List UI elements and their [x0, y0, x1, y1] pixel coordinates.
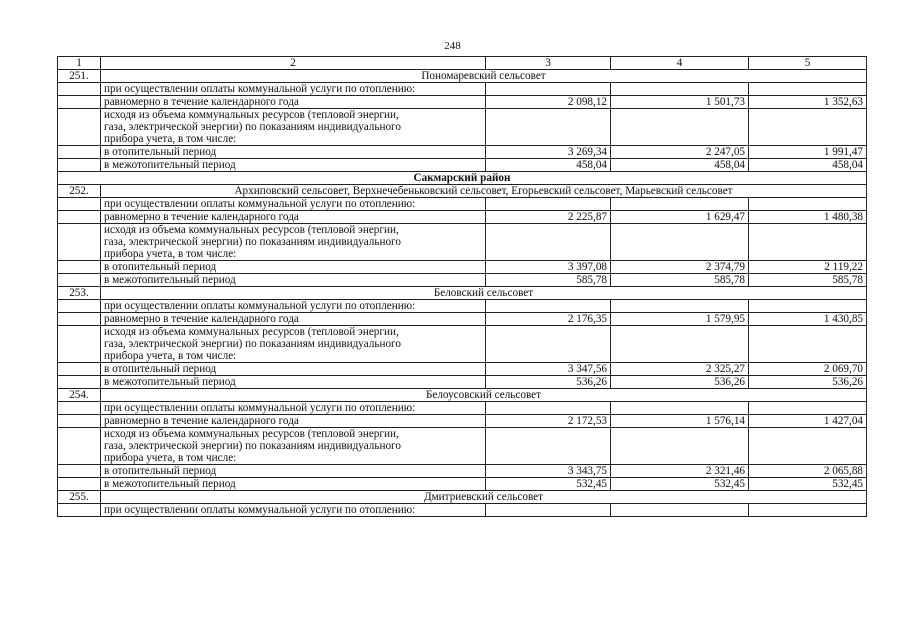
row-number-cell	[58, 96, 101, 109]
value-col-5	[749, 224, 867, 261]
value-col-3	[486, 300, 611, 313]
row-number-cell	[58, 402, 101, 415]
column-header: 4	[611, 57, 749, 70]
row-label: в отопительный период	[101, 261, 486, 274]
table-row	[58, 326, 867, 363]
row-number-cell	[58, 224, 101, 261]
value-col-4: 585,78	[611, 274, 749, 287]
value-col-3: 458,04	[486, 159, 611, 172]
table-row	[58, 363, 867, 376]
row-label: равномерно в течение календарного года	[101, 96, 486, 109]
table-row	[58, 159, 867, 172]
table-row	[58, 504, 867, 517]
value-col-4	[611, 504, 749, 517]
value-col-4: 536,26	[611, 376, 749, 389]
value-col-3: 3 343,75	[486, 465, 611, 478]
value-col-3	[486, 428, 611, 465]
value-col-5: 1 427,04	[749, 415, 867, 428]
section-title: Белоусовский сельсовет	[101, 389, 867, 402]
section-title-row	[58, 287, 867, 300]
value-col-5: 536,26	[749, 376, 867, 389]
row-label: в отопительный период	[101, 146, 486, 159]
district-row	[58, 172, 867, 185]
value-col-4	[611, 300, 749, 313]
value-col-3: 2 225,87	[486, 211, 611, 224]
table-row	[58, 428, 867, 465]
value-col-5	[749, 198, 867, 211]
row-label: в отопительный период	[101, 363, 486, 376]
value-col-4	[611, 428, 749, 465]
section-title-row	[58, 491, 867, 504]
column-header: 2	[101, 57, 486, 70]
row-label: при осуществлении оплаты коммунальной услуги по отоплению:	[101, 198, 486, 211]
row-label: в межотопительный период	[101, 376, 486, 389]
value-col-3: 2 098,12	[486, 96, 611, 109]
value-col-5: 2 069,70	[749, 363, 867, 376]
row-number-cell	[58, 465, 101, 478]
value-col-4	[611, 83, 749, 96]
table-row	[58, 198, 867, 211]
value-col-5: 1 352,63	[749, 96, 867, 109]
column-header-row	[58, 57, 867, 70]
value-col-4: 2 247,05	[611, 146, 749, 159]
value-col-5	[749, 109, 867, 146]
row-label: при осуществлении оплаты коммунальной услуги по отоплению:	[101, 402, 486, 415]
row-number-cell	[58, 300, 101, 313]
section-title: Пономаревский сельсовет	[101, 70, 867, 83]
value-col-5	[749, 300, 867, 313]
value-col-5	[749, 428, 867, 465]
section-number: 254.	[58, 389, 101, 402]
column-header: 5	[749, 57, 867, 70]
row-label: исходя из объема коммунальных ресурсов (тепловой энергии, газа, электрической энергии) по показаниям индивидуального прибора учета, в том числе:	[101, 428, 486, 465]
section-title-row	[58, 70, 867, 83]
table-row	[58, 300, 867, 313]
value-col-4: 2 374,79	[611, 261, 749, 274]
value-col-4	[611, 224, 749, 261]
value-col-3: 2 172,53	[486, 415, 611, 428]
row-number-cell	[58, 363, 101, 376]
row-label: при осуществлении оплаты коммунальной услуги по отоплению:	[101, 504, 486, 517]
value-col-3	[486, 198, 611, 211]
row-label: равномерно в течение календарного года	[101, 211, 486, 224]
row-label: равномерно в течение календарного года	[101, 415, 486, 428]
value-col-5: 532,45	[749, 478, 867, 491]
row-number-cell	[58, 159, 101, 172]
row-number-cell	[58, 261, 101, 274]
value-col-4: 1 579,95	[611, 313, 749, 326]
value-col-3	[486, 224, 611, 261]
section-title: Архиповский сельсовет, Верхнечебеньковский сельсовет, Егорьевский сельсовет, Марьевский сельсовет	[101, 185, 867, 198]
value-col-5: 2 065,88	[749, 465, 867, 478]
row-number-cell	[58, 198, 101, 211]
value-col-4	[611, 402, 749, 415]
table-row	[58, 211, 867, 224]
table-row	[58, 224, 867, 261]
value-col-5: 585,78	[749, 274, 867, 287]
row-label: исходя из объема коммунальных ресурсов (тепловой энергии, газа, электрической энергии) по показаниям индивидуального прибора учета, в том числе:	[101, 224, 486, 261]
value-col-5	[749, 326, 867, 363]
table-row	[58, 313, 867, 326]
section-number: 251.	[58, 70, 101, 83]
table-row	[58, 146, 867, 159]
value-col-3	[486, 504, 611, 517]
value-col-3: 3 347,56	[486, 363, 611, 376]
value-col-5	[749, 402, 867, 415]
value-col-4	[611, 109, 749, 146]
row-number-cell	[58, 376, 101, 389]
value-col-5: 2 119,22	[749, 261, 867, 274]
table-row	[58, 465, 867, 478]
row-number-cell	[58, 428, 101, 465]
row-number-cell	[58, 274, 101, 287]
page-number: 248	[444, 40, 461, 52]
row-number-cell	[58, 478, 101, 491]
row-label: при осуществлении оплаты коммунальной услуги по отоплению:	[101, 300, 486, 313]
table-row	[58, 96, 867, 109]
value-col-3: 536,26	[486, 376, 611, 389]
row-label: исходя из объема коммунальных ресурсов (тепловой энергии, газа, электрической энергии) по показаниям индивидуального прибора учета, в том числе:	[101, 326, 486, 363]
table-row	[58, 109, 867, 146]
value-col-4	[611, 198, 749, 211]
value-col-4: 1 576,14	[611, 415, 749, 428]
row-number-cell	[58, 146, 101, 159]
value-col-5: 1 430,85	[749, 313, 867, 326]
value-col-5: 458,04	[749, 159, 867, 172]
section-number: 252.	[58, 185, 101, 198]
value-col-4	[611, 326, 749, 363]
value-col-3	[486, 109, 611, 146]
row-number-cell	[58, 326, 101, 363]
row-label: в межотопительный период	[101, 159, 486, 172]
value-col-4: 1 501,73	[611, 96, 749, 109]
section-title: Беловский сельсовет	[101, 287, 867, 300]
tariff-table	[57, 56, 867, 517]
row-number-cell	[58, 109, 101, 146]
section-title-row	[58, 389, 867, 402]
value-col-3: 3 397,08	[486, 261, 611, 274]
value-col-3: 3 269,34	[486, 146, 611, 159]
value-col-4: 532,45	[611, 478, 749, 491]
row-number-cell	[58, 313, 101, 326]
value-col-4: 2 325,27	[611, 363, 749, 376]
value-col-3	[486, 83, 611, 96]
row-label: равномерно в течение календарного года	[101, 313, 486, 326]
row-number-cell	[58, 415, 101, 428]
value-col-3	[486, 402, 611, 415]
column-header: 3	[486, 57, 611, 70]
value-col-4: 1 629,47	[611, 211, 749, 224]
value-col-3: 532,45	[486, 478, 611, 491]
value-col-3	[486, 326, 611, 363]
row-number-cell	[58, 504, 101, 517]
value-col-5: 1 480,38	[749, 211, 867, 224]
column-header: 1	[58, 57, 101, 70]
section-title-row	[58, 185, 867, 198]
table-row	[58, 83, 867, 96]
value-col-5: 1 991,47	[749, 146, 867, 159]
value-col-5	[749, 504, 867, 517]
section-number: 253.	[58, 287, 101, 300]
value-col-3: 2 176,35	[486, 313, 611, 326]
district-title: Сакмарский район	[58, 172, 867, 185]
section-number: 255.	[58, 491, 101, 504]
row-number-cell	[58, 211, 101, 224]
value-col-5	[749, 83, 867, 96]
table-row	[58, 274, 867, 287]
value-col-4: 2 321,46	[611, 465, 749, 478]
row-label: исходя из объема коммунальных ресурсов (тепловой энергии, газа, электрической энергии) по показаниям индивидуального прибора учета, в том числе:	[101, 109, 486, 146]
table-row	[58, 376, 867, 389]
value-col-4: 458,04	[611, 159, 749, 172]
table-row	[58, 415, 867, 428]
section-title: Дмитриевский сельсовет	[101, 491, 867, 504]
row-label: при осуществлении оплаты коммунальной услуги по отоплению:	[101, 83, 486, 96]
row-number-cell	[58, 83, 101, 96]
row-label: в межотопительный период	[101, 274, 486, 287]
table-row	[58, 478, 867, 491]
row-label: в отопительный период	[101, 465, 486, 478]
value-col-3: 585,78	[486, 274, 611, 287]
table-row	[58, 402, 867, 415]
row-label: в межотопительный период	[101, 478, 486, 491]
table-row	[58, 261, 867, 274]
